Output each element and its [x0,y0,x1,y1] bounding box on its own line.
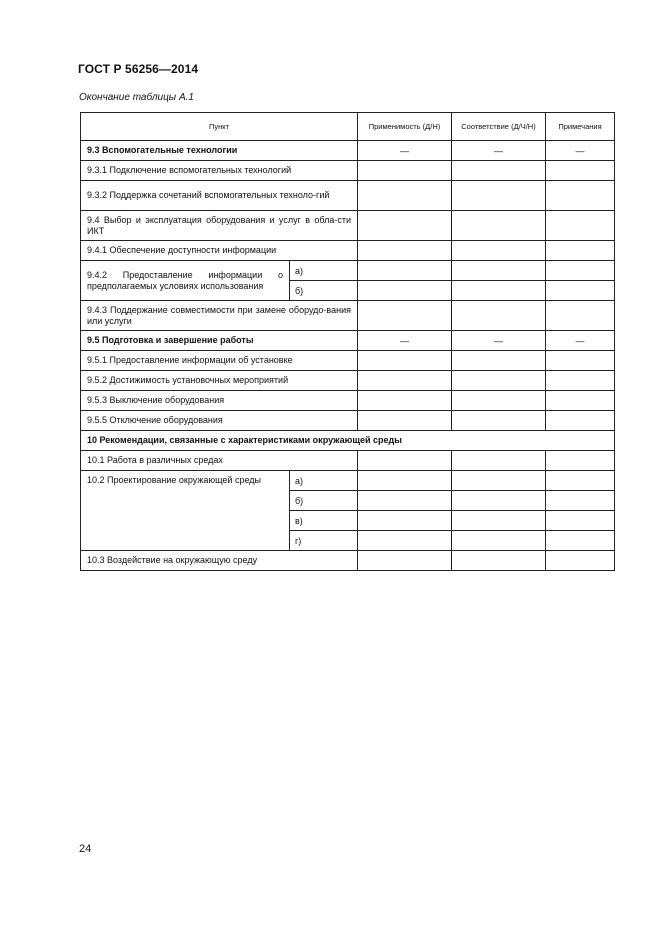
table-row [81,301,615,331]
notes-cell[interactable] [546,391,615,411]
notes-cell[interactable] [546,451,615,471]
compliance-cell[interactable] [452,241,546,261]
compliance-cell[interactable] [452,391,546,411]
applicability-cell[interactable] [358,471,452,491]
compliance-cell[interactable] [452,531,546,551]
notes-cell[interactable] [546,241,615,261]
header-compliance: Соответствие (Д/Ч/Н) [452,113,546,141]
notes-cell[interactable] [546,181,615,211]
notes-cell[interactable] [546,351,615,371]
compliance-cell[interactable] [452,491,546,511]
applicability-cell[interactable] [358,351,452,371]
applicability-cell[interactable] [358,491,452,511]
row-label: 9.3.2 Поддержка сочетаний вспомогательных техноло-гий [81,181,358,211]
row-label: 9.4.1 Обеспечение доступности информации [81,241,358,261]
applicability-cell[interactable] [358,411,452,431]
compliance-cell[interactable] [452,451,546,471]
sub-item-label: б) [290,281,358,301]
compliance-cell[interactable] [452,211,546,241]
applicability-cell[interactable] [358,301,452,331]
row-label: 9.5.3 Выключение оборудования [81,391,358,411]
notes-cell: — [546,331,615,351]
applicability-cell[interactable] [358,531,452,551]
compliance-cell[interactable] [452,301,546,331]
row-label: 9.5.5 Отключение оборудования [81,411,358,431]
compliance-cell[interactable] [452,261,546,281]
table-row [81,181,615,211]
compliance-cell[interactable] [452,281,546,301]
applicability-cell[interactable] [358,511,452,531]
header-item: Пункт [81,113,358,141]
sub-item-label: б) [290,491,358,511]
applicability-cell[interactable] [358,161,452,181]
table-caption: Окончание таблицы А.1 [79,92,194,103]
section-header-row [81,431,615,451]
sub-item-label: г) [290,531,358,551]
notes-cell[interactable] [546,371,615,391]
row-label: 9.4.3 Поддержание совместимости при замене оборудо-вания или услуги [81,301,358,331]
compliance-cell[interactable] [452,411,546,431]
applicability-cell[interactable] [358,281,452,301]
page-number: 24 [79,843,92,855]
row-label: 9.3.1 Подключение вспомогательных технологий [81,161,358,181]
table-row [81,371,615,391]
row-label: 10.1 Работа в различных средах [81,451,358,471]
table-row [81,391,615,411]
applicability-cell[interactable] [358,551,452,571]
checklist-table [80,112,615,571]
compliance-cell[interactable] [452,161,546,181]
compliance-cell: — [452,331,546,351]
table-row [81,351,615,371]
table-row [81,161,615,181]
applicability-cell[interactable] [358,451,452,471]
sub-item-label: а) [290,471,358,491]
compliance-cell[interactable] [452,471,546,491]
row-label: 10 Рекомендации, связанные с характеристиками окружающей среды [81,431,615,451]
row-label: 9.4 Выбор и эксплуатация оборудования и услуг в обла-сти ИКТ [81,211,358,241]
notes-cell[interactable] [546,211,615,241]
table-row [81,141,615,161]
applicability-cell: — [358,141,452,161]
compliance-cell[interactable] [452,181,546,211]
row-label: 9.5 Подготовка и завершение работы [81,331,358,351]
sub-item-label: в) [290,511,358,531]
notes-cell[interactable] [546,301,615,331]
applicability-cell[interactable] [358,371,452,391]
row-label: 9.5.2 Достижимость установочных мероприятий [81,371,358,391]
table-row [81,331,615,351]
notes-cell[interactable] [546,261,615,281]
applicability-cell[interactable] [358,391,452,411]
compliance-cell: — [452,141,546,161]
header-applicability: Применимость (Д/Н) [358,113,452,141]
applicability-cell[interactable] [358,241,452,261]
table-row [81,411,615,431]
applicability-cell[interactable] [358,181,452,211]
table-header-row [81,113,615,141]
table-row [81,471,615,491]
compliance-cell[interactable] [452,511,546,531]
table-row [81,451,615,471]
applicability-cell[interactable] [358,261,452,281]
sub-item-label: а) [290,261,358,281]
row-label: 10.2 Проектирование окружающей среды [81,471,290,551]
table-row [81,261,615,281]
notes-cell[interactable] [546,511,615,531]
notes-cell[interactable] [546,471,615,491]
table-row [81,211,615,241]
compliance-cell[interactable] [452,371,546,391]
notes-cell[interactable] [546,411,615,431]
applicability-cell: — [358,331,452,351]
notes-cell[interactable] [546,551,615,571]
applicability-cell[interactable] [358,211,452,241]
row-label: 9.3 Вспомогательные технологии [81,141,358,161]
notes-cell[interactable] [546,491,615,511]
notes-cell[interactable] [546,531,615,551]
notes-cell[interactable] [546,281,615,301]
notes-cell[interactable] [546,161,615,181]
compliance-cell[interactable] [452,351,546,371]
row-label: 9.5.1 Предоставление информации об установке [81,351,358,371]
row-label: 10.3 Воздействие на окружающую среду [81,551,358,571]
table-row [81,241,615,261]
compliance-cell[interactable] [452,551,546,571]
notes-cell: — [546,141,615,161]
row-label: 9.4.2 Предоставление информации о предполагаемых условиях использования [81,261,290,301]
table-row [81,551,615,571]
document-code: ГОСТ Р 56256—2014 [78,62,199,76]
header-notes: Примечания [546,113,615,141]
